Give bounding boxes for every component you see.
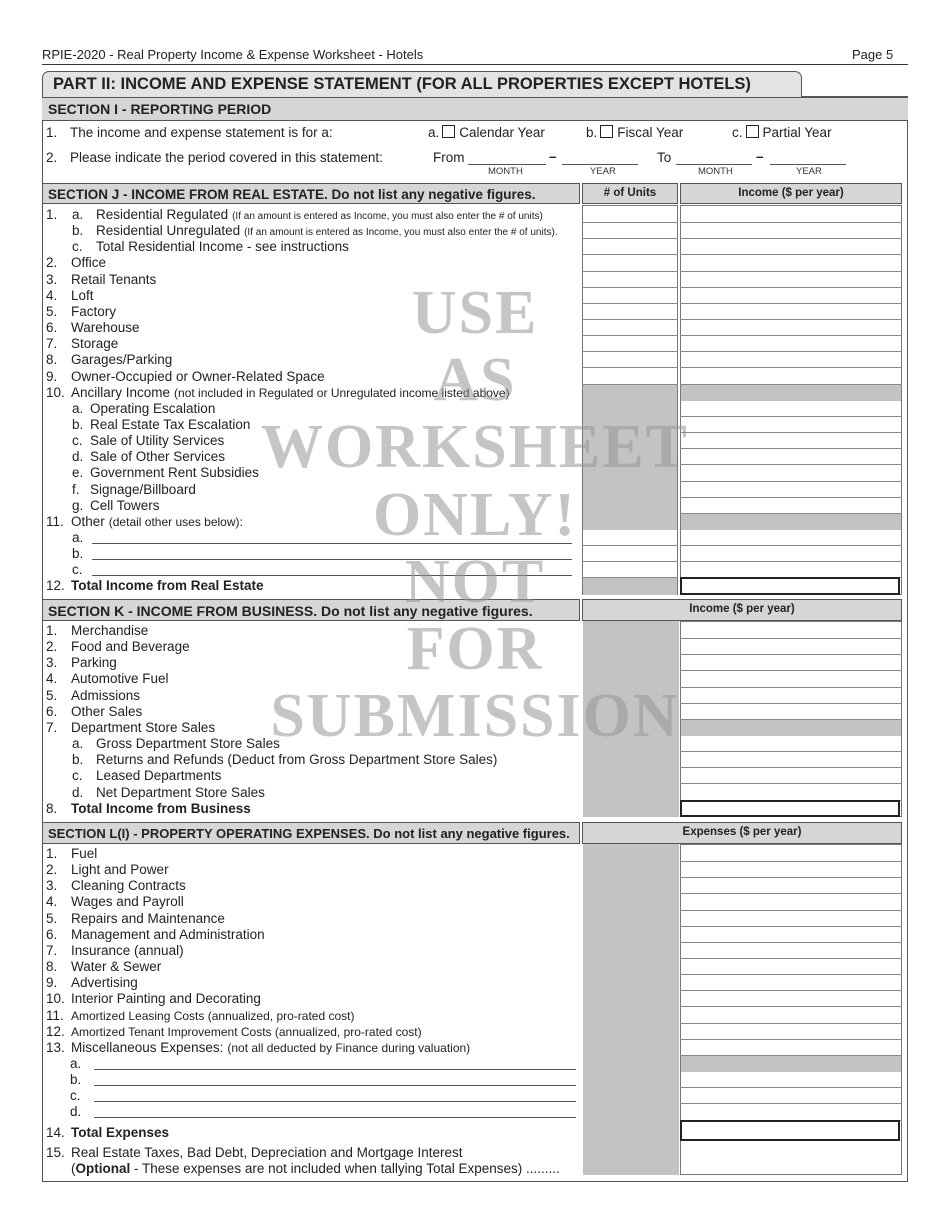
expense-input[interactable] <box>680 1072 902 1088</box>
watermark-line: USE <box>411 279 539 347</box>
optional-expense-input[interactable] <box>680 1142 902 1175</box>
row-label-text: Total Expenses <box>71 1124 170 1140</box>
from-label: From <box>433 150 465 165</box>
row-note: (detail other uses below): <box>108 514 243 529</box>
expense-input[interactable] <box>680 911 902 927</box>
row-number: 8. <box>46 352 58 368</box>
row-number: 7. <box>46 719 58 735</box>
open-paren: ( <box>71 1161 76 1176</box>
row-number: 1. <box>46 207 58 222</box>
row-label-text: Owner-Occupied or Owner-Related Space <box>71 368 325 384</box>
units-input[interactable] <box>582 223 678 239</box>
expense-input[interactable] <box>680 1008 902 1024</box>
row-label-text: Real Estate Tax Escalation <box>90 416 251 432</box>
row-number: 2. <box>46 862 58 878</box>
row-label: Food and Beverage <box>71 639 190 655</box>
row-number: 12. <box>46 578 65 594</box>
row-label-text: Advertising <box>71 975 138 991</box>
misc-expense-detail-field[interactable] <box>94 1089 576 1102</box>
row-label <box>71 1040 470 1055</box>
business-row <box>46 801 578 817</box>
to-year-field[interactable] <box>770 152 846 165</box>
row-number: 8. <box>46 800 58 816</box>
part-title: PART II: INCOME AND EXPENSE STATEMENT (FOR ALL PROPERTIES EXCEPT HOTELS) <box>42 71 802 97</box>
row-number: 1. <box>46 623 58 638</box>
row-label-text: Other <box>71 513 105 529</box>
row-label-text: Repairs and Maintenance <box>71 910 225 926</box>
calendar-year-option[interactable] <box>428 125 545 140</box>
row-label-text: Wages and Payroll <box>71 894 184 910</box>
row-number: 4. <box>46 671 58 687</box>
business-row <box>46 752 578 768</box>
row-label-text: Insurance (annual) <box>71 942 184 958</box>
row-sub-letter: b. <box>70 1072 82 1088</box>
total-expenses-input[interactable] <box>680 1120 900 1141</box>
row-label-text: Sale of Utility Services <box>90 433 225 449</box>
to-label: To <box>657 150 672 165</box>
row-number: 4. <box>46 894 58 910</box>
section-i-header: SECTION I - REPORTING PERIOD <box>42 97 908 121</box>
row-label <box>71 255 106 270</box>
row-sub-letter: a. <box>72 207 84 222</box>
row-number: 15. <box>46 1145 65 1160</box>
row-label-text: Factory <box>71 303 117 319</box>
expense-row <box>46 862 578 878</box>
calendar-year-label: Calendar Year <box>459 125 545 140</box>
row-label-text: Fuel <box>71 846 98 861</box>
row-label-text: Storage <box>71 336 119 352</box>
row-label-text: Residential Regulated <box>96 207 229 222</box>
row-label-text: Government Rent Subsidies <box>90 465 259 481</box>
row-sub-letter: b. <box>72 546 84 562</box>
row-label <box>71 911 225 926</box>
expense-row-15-line2 <box>46 1161 586 1177</box>
misc-expense-detail-field[interactable] <box>94 1105 576 1118</box>
expense-row <box>46 975 578 991</box>
expenses-shaded-column <box>583 844 679 1175</box>
row-label: Other Sales <box>71 703 143 719</box>
row-label: Admissions <box>71 687 141 703</box>
row-note: Amortized Tenant Improvement Costs (annualized, pro-rated cost) <box>71 1024 422 1039</box>
row-label <box>71 943 184 958</box>
to-year-caption: YEAR <box>796 166 822 177</box>
units-column-header: # of Units <box>582 183 678 204</box>
row-label: Parking <box>71 655 117 671</box>
real-estate-row <box>46 207 576 223</box>
fiscal-year-checkbox[interactable] <box>600 125 613 138</box>
expense-row <box>46 1040 578 1056</box>
row-label-text: Light and Power <box>71 862 169 878</box>
expense-row <box>46 911 578 927</box>
row-sub-letter: a. <box>72 400 84 416</box>
row-label: Gross Department Store Sales <box>96 736 280 752</box>
row-sub-letter: c. <box>72 768 83 784</box>
row-label <box>71 894 184 909</box>
row-label-text: Cleaning Contracts <box>71 878 186 894</box>
from-dash: – <box>549 149 557 164</box>
row-sub-letter: d. <box>72 784 84 800</box>
partial-year-checkbox[interactable] <box>746 125 759 138</box>
row-label <box>71 975 138 990</box>
total-business-income-input[interactable] <box>680 800 900 817</box>
row-label-text: Signage/Billboard <box>90 481 196 497</box>
from-month-caption: MONTH <box>488 166 523 177</box>
watermark-line: FOR <box>406 615 544 683</box>
opt-b-prefix: b. <box>586 125 598 140</box>
income-input[interactable] <box>680 255 902 271</box>
income-input[interactable] <box>680 239 902 255</box>
optional-label: Optional <box>75 1161 131 1176</box>
q2-text: Please indicate the period covered in this statement: <box>70 150 383 165</box>
expense-input[interactable] <box>680 1104 902 1120</box>
row-label <box>96 223 558 238</box>
real-estate-row <box>46 255 576 271</box>
row-label-text: Garages/Parking <box>71 352 173 368</box>
watermark-line: NOT <box>404 548 546 616</box>
row-label: Net Department Store Sales <box>96 784 265 800</box>
expense-input[interactable] <box>680 991 902 1007</box>
watermark-line: ONLY! <box>372 481 578 549</box>
row-label <box>96 239 349 254</box>
expense-row <box>46 991 578 1007</box>
section-j-header: SECTION J - INCOME FROM REAL ESTATE. Do not list any negative figures. <box>42 183 580 204</box>
page-number: Page 5 <box>852 47 894 62</box>
row-sub-letter: c. <box>72 562 83 578</box>
business-income-input[interactable] <box>680 768 902 784</box>
row-label <box>96 207 543 222</box>
business-income-input[interactable] <box>680 785 902 801</box>
to-month-caption: MONTH <box>698 166 733 177</box>
expense-row <box>46 959 578 975</box>
row-sub-letter: b. <box>72 416 84 432</box>
row-number: 3. <box>46 878 58 894</box>
expense-input[interactable] <box>680 846 902 862</box>
expense-row <box>46 894 578 910</box>
row-number: 5. <box>46 910 58 926</box>
row-label <box>71 1125 169 1140</box>
watermark-line: AS <box>433 346 517 414</box>
row-label: Merchandise <box>71 623 149 638</box>
row-number: 3. <box>46 655 58 671</box>
row-label <box>71 878 186 893</box>
row-label: Leased Departments <box>96 768 222 784</box>
row-label: Automotive Fuel <box>71 671 169 687</box>
fiscal-year-option[interactable] <box>586 125 683 140</box>
row-sub-letter: g. <box>72 497 84 513</box>
expense-row <box>46 927 578 943</box>
real-estate-row <box>46 223 576 239</box>
row-number: 2. <box>46 255 58 271</box>
row-number: 5. <box>46 303 58 319</box>
row-sub-letter: a. <box>70 1055 82 1071</box>
row-label-text: Residential Unregulated <box>96 223 241 239</box>
units-input[interactable] <box>582 255 678 271</box>
row-sub-letter: a. <box>72 530 84 545</box>
expense-row <box>46 943 578 959</box>
row-sub-letter: d. <box>70 1104 82 1120</box>
row-number: 12. <box>46 1023 65 1039</box>
expense-input[interactable] <box>680 1024 902 1040</box>
header-divider <box>42 64 908 65</box>
optional-note: - These expenses are not included when tallying Total Expenses) ......... <box>130 1161 560 1176</box>
expense-row <box>46 1125 578 1141</box>
row-number: 7. <box>46 336 58 352</box>
q2-number: 2. <box>46 150 58 165</box>
misc-expense-detail-field[interactable] <box>94 1073 576 1086</box>
business-row <box>46 768 578 784</box>
section-k-header: SECTION K - INCOME FROM BUSINESS. Do not list any negative figures. <box>42 599 580 621</box>
row-note: Amortized Leasing Costs (annualized, pro-rated cost) <box>71 1008 355 1023</box>
to-month-field[interactable] <box>676 152 752 165</box>
row-number: 9. <box>46 975 58 991</box>
from-month-field[interactable] <box>468 152 546 165</box>
from-year-caption: YEAR <box>590 166 616 177</box>
row-number: 9. <box>46 368 58 384</box>
row-number: 10. <box>46 384 65 400</box>
row-number: 8. <box>46 959 58 975</box>
row-number: 7. <box>46 942 58 958</box>
row-number: 6. <box>46 320 58 336</box>
expense-cell-disabled <box>681 1056 901 1072</box>
row-label-text: Interior Painting and Decorating <box>71 991 261 1007</box>
from-year-field[interactable] <box>562 152 638 165</box>
expense-input[interactable] <box>680 894 902 910</box>
row-label-text: Warehouse <box>71 320 140 336</box>
income-input[interactable] <box>680 207 902 223</box>
row-label-text: Loft <box>71 287 94 303</box>
row-sub-letter: e. <box>72 465 84 481</box>
opt-a-prefix: a. <box>428 125 440 140</box>
row-number: 10. <box>46 991 65 1007</box>
to-dash: – <box>756 149 764 164</box>
expense-input[interactable] <box>680 943 902 959</box>
row-label-text: Total Income from Real Estate <box>71 578 264 594</box>
row-label: Department Store Sales <box>71 719 216 735</box>
partial-year-label: Partial Year <box>762 125 832 140</box>
row-label <box>71 991 261 1006</box>
row-label <box>71 1008 354 1023</box>
row-label-text: Sale of Other Services <box>90 449 226 465</box>
row-note: (not all deducted by Finance during valuation) <box>227 1040 471 1055</box>
row-sub-letter: a. <box>72 736 84 752</box>
expense-row <box>46 1008 578 1024</box>
row-sub-letter: c. <box>70 1088 81 1104</box>
business-income-column-header: Income ($ per year) <box>582 599 902 621</box>
row-label-text: Total Residential Income - see instructions <box>96 239 349 255</box>
expense-input[interactable] <box>680 1040 902 1056</box>
row-number: 5. <box>46 687 58 703</box>
opt-c-prefix: c. <box>732 125 743 140</box>
expense-row <box>46 878 578 894</box>
expense-input[interactable] <box>680 878 902 894</box>
expense-row-15 <box>46 1145 586 1161</box>
fiscal-year-label: Fiscal Year <box>617 125 684 140</box>
row-sub-letter: b. <box>72 223 84 239</box>
expense-input[interactable] <box>680 862 902 878</box>
watermark-line: WORKSHEET <box>261 413 689 481</box>
row-label-text: Management and Administration <box>71 926 265 942</box>
row-number: 2. <box>46 639 58 655</box>
q1-text: The income and expense statement is for a: <box>70 125 333 140</box>
row-label-text: Operating Escalation <box>90 400 216 416</box>
row-label-text: Ancillary Income <box>71 384 171 400</box>
expense-input[interactable] <box>680 959 902 975</box>
units-input[interactable] <box>582 207 678 223</box>
expenses-column-header: Expenses ($ per year) <box>582 822 902 844</box>
business-row <box>46 785 578 801</box>
expense-row <box>46 1024 578 1040</box>
row-sub-letter: d. <box>72 449 84 465</box>
row-label-text: Cell Towers <box>90 497 160 513</box>
row-label <box>71 1024 422 1039</box>
row-label-text: Office <box>71 255 107 271</box>
income-column-header: Income ($ per year) <box>680 183 902 204</box>
business-income-input[interactable] <box>680 752 902 768</box>
expense-input[interactable] <box>680 975 902 991</box>
row-label: Returns and Refunds (Deduct from Gross Department Store Sales) <box>96 752 498 768</box>
units-input[interactable] <box>582 239 678 255</box>
watermark-line: SUBMISSION <box>270 682 680 750</box>
form-title: RPIE-2020 - Real Property Income & Expense Worksheet - Hotels <box>42 47 424 62</box>
row-label-text: Water & Sewer <box>71 959 162 975</box>
row-label <box>71 959 161 974</box>
row-sub-letter: c. <box>72 239 83 255</box>
expense-row <box>46 846 578 862</box>
section-l-header: SECTION L(I) - PROPERTY OPERATING EXPENSES. Do not list any negative figures. <box>42 822 580 844</box>
row-number: 11. <box>46 513 64 529</box>
row-note: (not included in Regulated or Unregulated income listed above) <box>174 385 510 400</box>
row-label <box>71 846 97 861</box>
row-number: 11. <box>46 1007 64 1023</box>
row-sub-letter: c. <box>72 433 83 449</box>
calendar-year-checkbox[interactable] <box>442 125 455 138</box>
expense-input[interactable] <box>680 927 902 943</box>
real-estate-row <box>46 239 576 255</box>
row-sub-letter: b. <box>72 752 84 768</box>
misc-expense-detail-field[interactable] <box>94 1057 576 1070</box>
row-label: Real Estate Taxes, Bad Debt, Depreciation and Mortgage Interest <box>71 1145 463 1160</box>
income-input[interactable] <box>680 223 902 239</box>
row-note: (If an amount is entered as Income, you must also enter the # of units). <box>244 227 558 239</box>
row-label: Total Income from Business <box>71 800 251 816</box>
row-number: 6. <box>46 703 58 719</box>
row-number: 3. <box>46 271 58 287</box>
row-number: 14. <box>46 1124 65 1140</box>
row-note: (If an amount is entered as Income, you must also enter the # of units) <box>232 211 543 222</box>
partial-year-option[interactable] <box>732 125 832 140</box>
row-label-text: Retail Tenants <box>71 271 157 287</box>
reporting-period-q1 <box>46 125 906 141</box>
q1-number: 1. <box>46 125 58 140</box>
row-number: 13. <box>46 1039 65 1055</box>
row-number: 1. <box>46 846 58 861</box>
expense-input[interactable] <box>680 1088 902 1104</box>
row-sub-letter: f. <box>72 481 80 497</box>
row-label <box>71 927 265 942</box>
row-number: 6. <box>46 926 58 942</box>
row-label <box>71 862 169 877</box>
row-label-text: Miscellaneous Expenses: <box>71 1039 224 1055</box>
row-number: 4. <box>46 287 58 303</box>
